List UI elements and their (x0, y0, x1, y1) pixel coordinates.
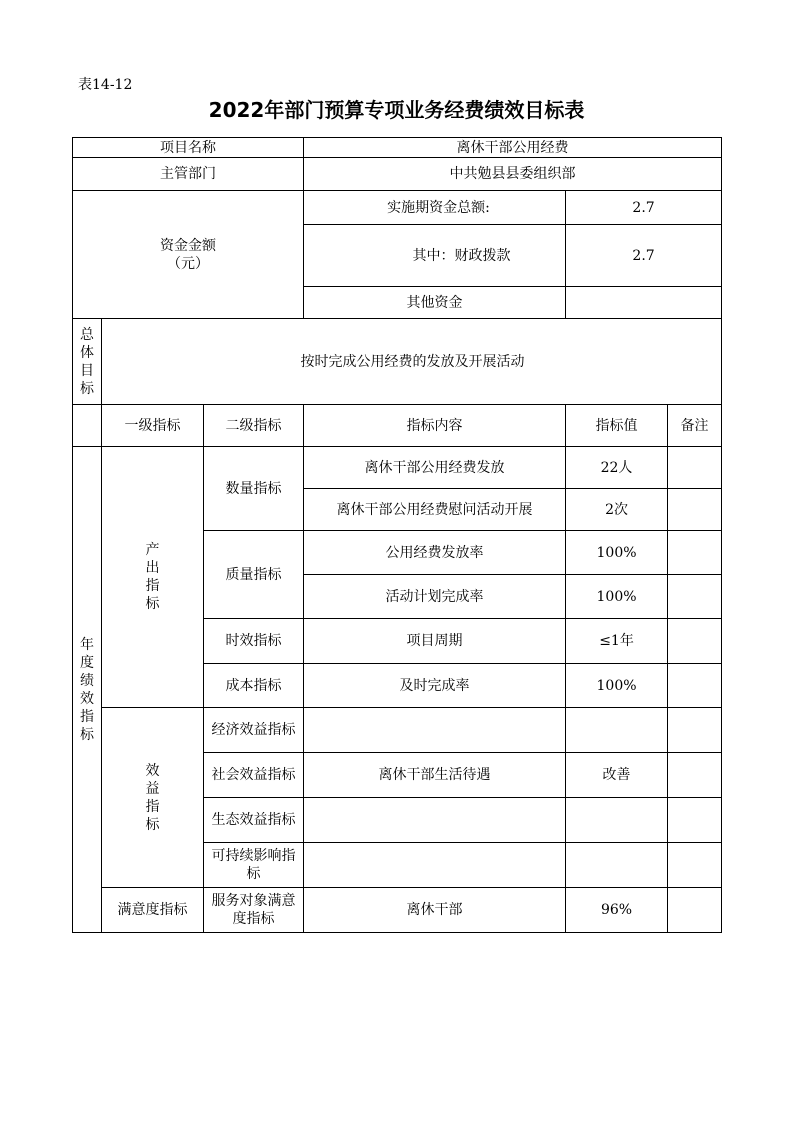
header-note: 备注 (668, 405, 722, 447)
note-cell (668, 888, 722, 933)
note-cell (668, 753, 722, 798)
dept-value: 中共勉县县委组织部 (304, 158, 722, 191)
quality-content-1: 公用经费发放率 (304, 531, 566, 575)
note-cell (668, 531, 722, 575)
economic-value (566, 708, 668, 753)
other-funds-label: 其他资金 (304, 287, 566, 319)
page-title: 2022年部门预算专项业务经费绩效目标表 (208, 98, 585, 122)
ecological-content (304, 798, 566, 843)
social-value: 改善 (566, 753, 668, 798)
time-content: 项目周期 (304, 619, 566, 664)
service-satisfaction-label: 服务对象满意度指标 (204, 888, 304, 933)
sustainable-indicator-label: 可持续影响指标 (204, 843, 304, 888)
quantity-content-1: 离休干部公用经费发放 (304, 447, 566, 489)
cost-indicator-label: 成本指标 (204, 664, 304, 708)
header-blank (73, 405, 102, 447)
economic-indicator-label: 经济效益指标 (204, 708, 304, 753)
sustainable-content (304, 843, 566, 888)
other-funds-value (566, 287, 722, 319)
satisfaction-content: 离休干部 (304, 888, 566, 933)
table-code: 表14-12 (78, 77, 133, 93)
dept-label: 主管部门 (73, 158, 304, 191)
ecological-value (566, 798, 668, 843)
finance-funds-value: 2.7 (566, 225, 722, 287)
table-row (73, 708, 722, 753)
table-row (73, 191, 722, 225)
quality-value-1: 100% (566, 531, 668, 575)
table-row (73, 319, 722, 405)
funds-label-text: 资金金额 (160, 237, 217, 254)
goal-label: 总体目标 (73, 319, 102, 405)
cost-value: 100% (566, 664, 668, 708)
header-level2: 二级指标 (204, 405, 304, 447)
project-name-label: 项目名称 (73, 138, 304, 158)
performance-table (72, 137, 722, 933)
total-funds-label: 实施期资金总额: (304, 191, 566, 225)
goal-text: 按时完成公用经费的发放及开展活动 (102, 319, 722, 405)
quantity-indicator-label: 数量指标 (204, 447, 304, 531)
finance-funds-label: 其中：财政拨款 (304, 225, 566, 287)
social-indicator-label: 社会效益指标 (204, 753, 304, 798)
time-indicator-label: 时效指标 (204, 619, 304, 664)
quality-content-2: 活动计划完成率 (304, 575, 566, 619)
note-cell (668, 798, 722, 843)
project-name-value: 离休干部公用经费 (304, 138, 722, 158)
output-indicators-label: 产出指标 (102, 447, 204, 708)
cost-content: 及时完成率 (304, 664, 566, 708)
note-cell (668, 843, 722, 888)
quantity-value-2: 2次 (566, 489, 668, 531)
header-value: 指标值 (566, 405, 668, 447)
funds-unit: （元） (167, 255, 210, 272)
table-row (73, 138, 722, 158)
header-level1: 一级指标 (102, 405, 204, 447)
economic-content (304, 708, 566, 753)
sustainable-value (566, 843, 668, 888)
social-content: 离休干部生活待遇 (304, 753, 566, 798)
note-cell (668, 447, 722, 489)
benefit-indicators-label: 效益指标 (102, 708, 204, 888)
table-header-row (73, 405, 722, 447)
total-funds-value: 2.7 (566, 191, 722, 225)
satisfaction-indicators-label: 满意度指标 (102, 888, 204, 933)
annual-indicators-label: 年度绩效指标 (73, 447, 102, 933)
table-row (73, 888, 722, 933)
quality-indicator-label: 质量指标 (204, 531, 304, 619)
note-cell (668, 575, 722, 619)
header-content: 指标内容 (304, 405, 566, 447)
time-value: ≤1年 (566, 619, 668, 664)
note-cell (668, 619, 722, 664)
table-row (73, 158, 722, 191)
ecological-indicator-label: 生态效益指标 (204, 798, 304, 843)
satisfaction-value: 96% (566, 888, 668, 933)
funds-label (73, 191, 304, 319)
note-cell (668, 664, 722, 708)
note-cell (668, 489, 722, 531)
table-row (73, 447, 722, 489)
quantity-content-2: 离休干部公用经费慰问活动开展 (304, 489, 566, 531)
note-cell (668, 708, 722, 753)
quality-value-2: 100% (566, 575, 668, 619)
quantity-value-1: 22人 (566, 447, 668, 489)
